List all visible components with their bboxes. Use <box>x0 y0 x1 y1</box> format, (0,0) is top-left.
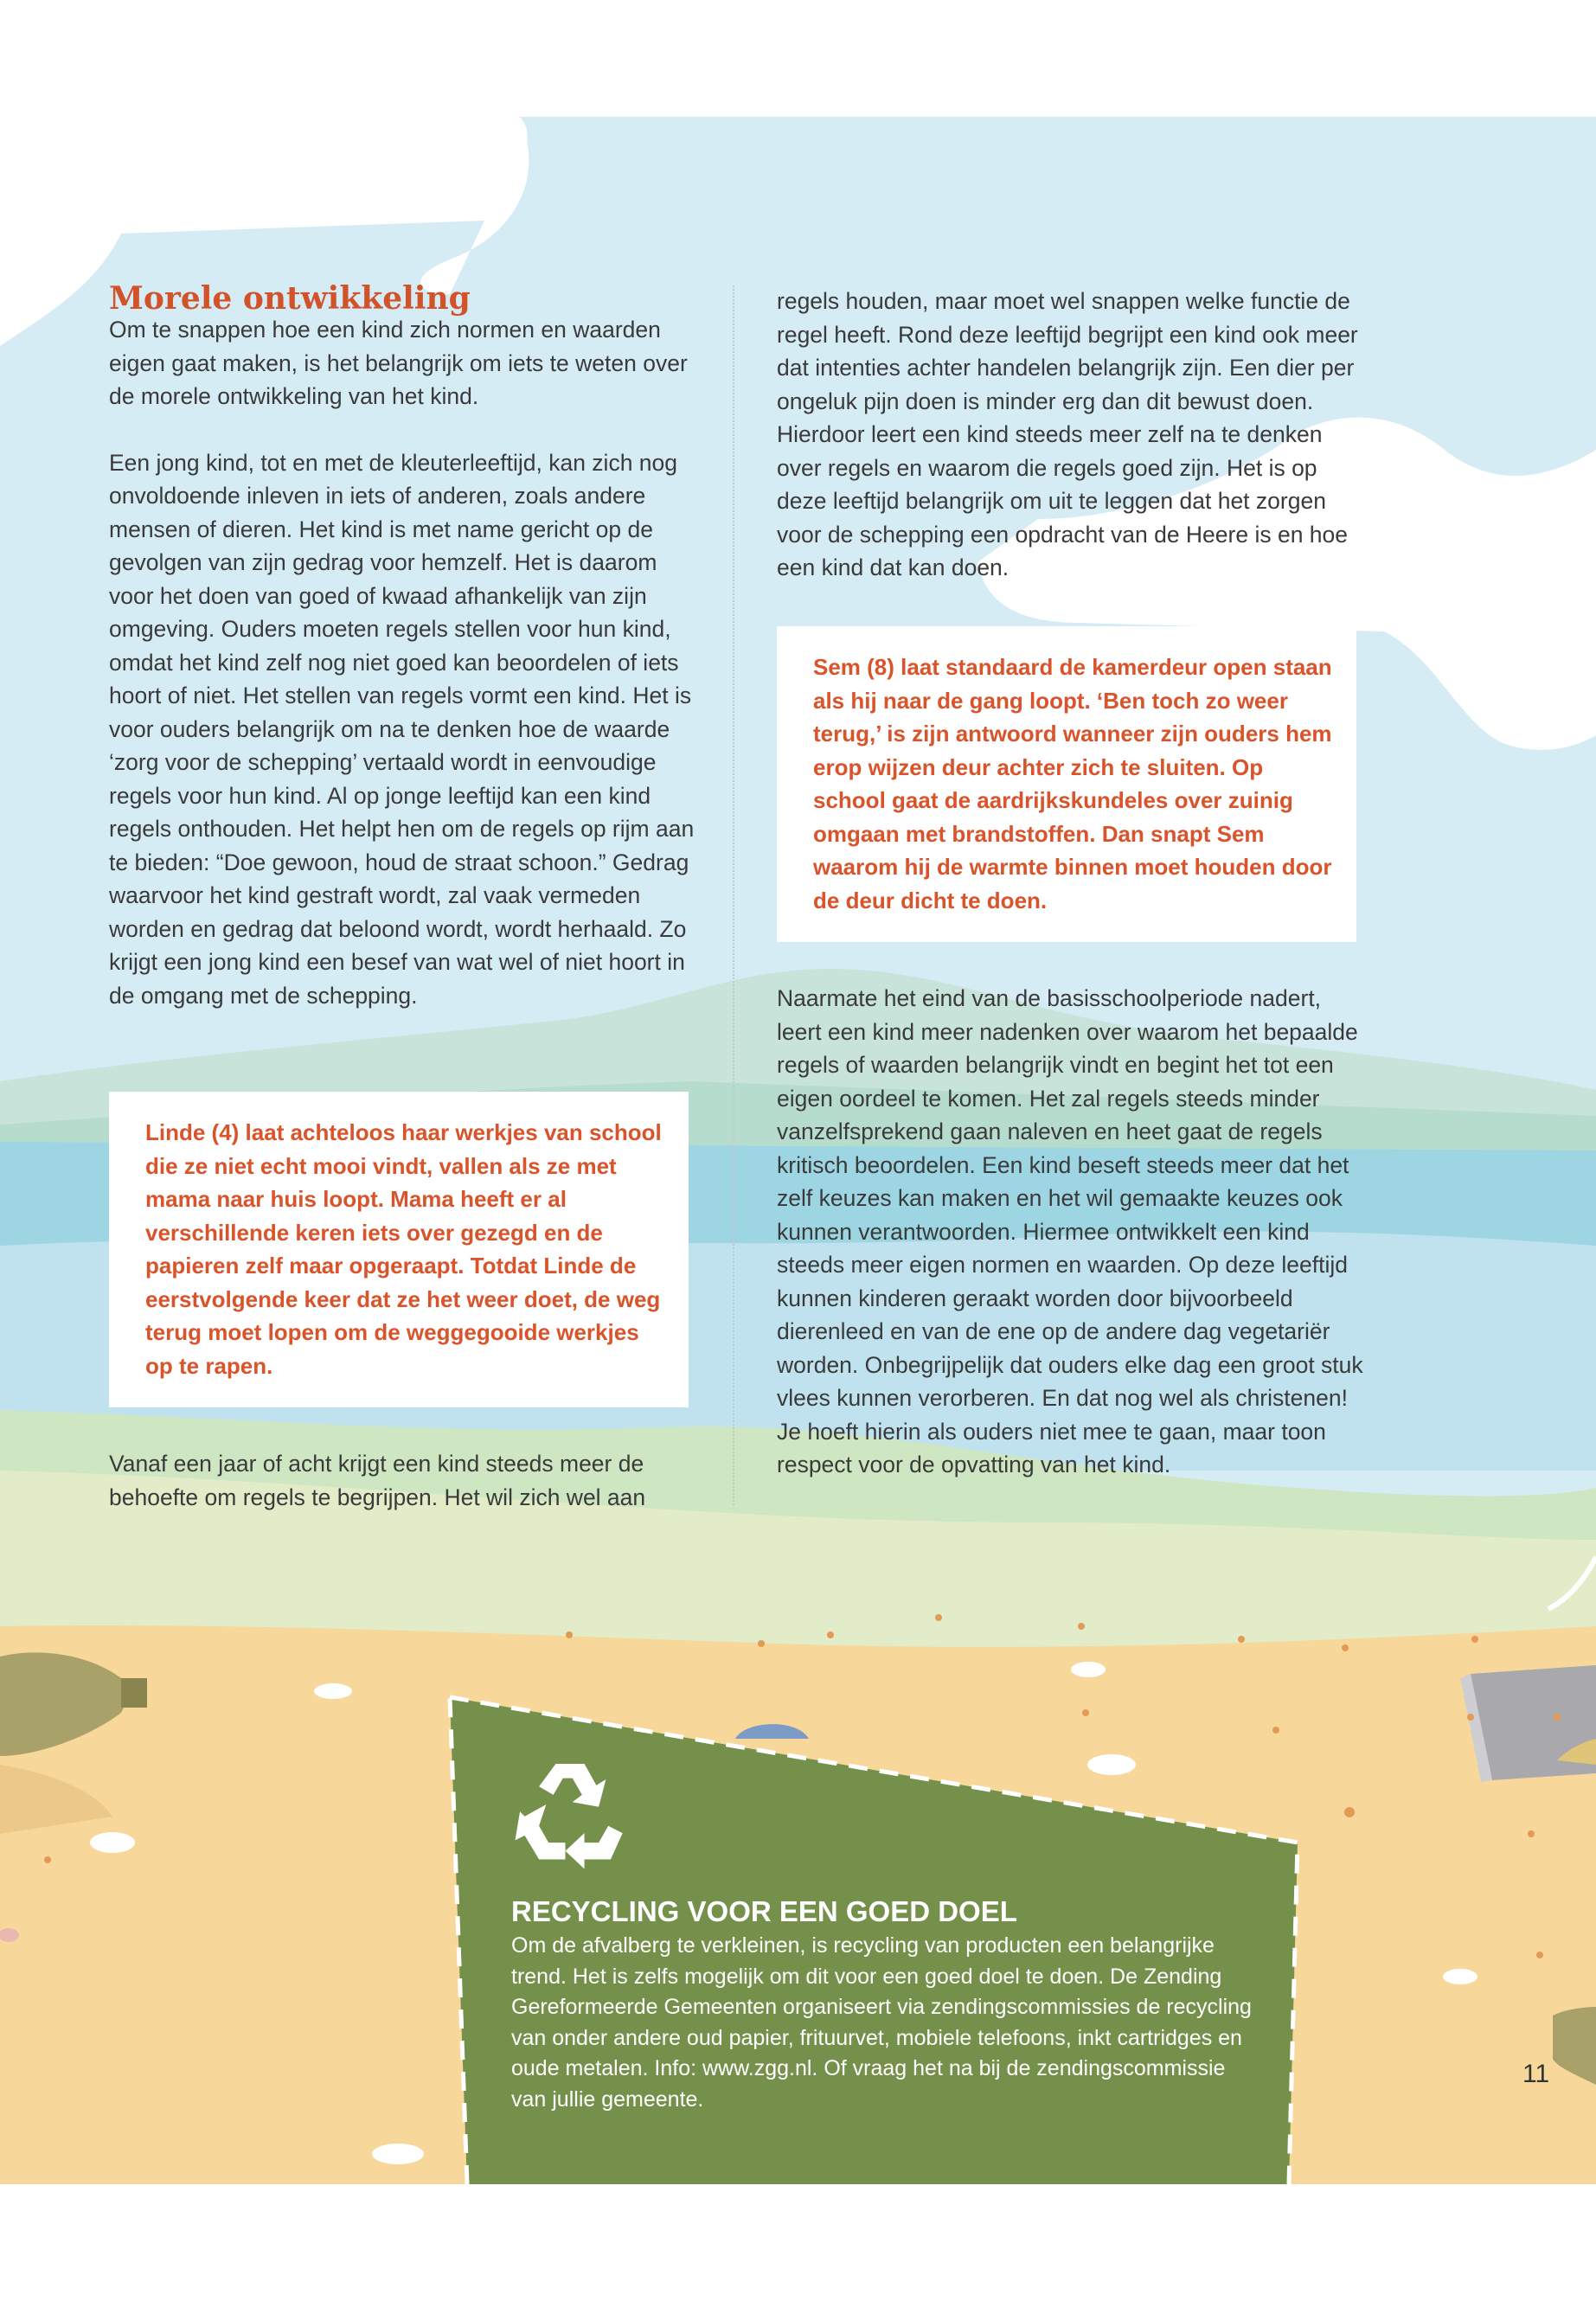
recycling-box-title: RECYCLING VOOR EEN GOED DOEL <box>511 1895 1017 1927</box>
shell-illustration <box>314 1683 352 1699</box>
quote-box-sem <box>777 626 1356 942</box>
quote-text-sem: Sem (8) laat standaard de kamerdeur open staan als hij naar de gang loopt. ‘Ben toch zo weer terug,’ is zijn antwoord wanneer zijn ouders hem erop wijzen deur achter zich te sluiten. Op school gaat de aardrijkskundeles over zuinig omgaan met brandstoffen. Dan snapt Sem waarom hij de warmte binnen moet houden door de deur dicht te doen. <box>813 654 1332 913</box>
quote-box-linde <box>109 1092 689 1407</box>
article-right-column <box>777 285 1365 585</box>
recycle-icon <box>506 1754 634 1874</box>
paragraph-end-primary-school: Naarmate het eind van de basisschoolperiode nadert, leert een kind meer nadenken over waarom het bepaalde regels of waarden belangrijk vindt en begint het tot een eigen oordeel te komen. Het zal regels steeds minder vanzelfsprekend gaan naleven en heet gaat de regels kritisch beoordelen. Een kind beseft steeds meer dat het zelf keuzes kan maken en het wil gemaakte keuzes ook kunnen verantwoorden. Hiermee ontwikkelt een kind steeds meer eigen normen en waarden. Op deze leeftijd kunnen kinderen geraakt worden door bijvoorbeeld dierenleed en van de ene op de andere dag vegetariër worden. Onbegrijpelijk dat ouders elke dag een groot stuk vlees kunnen verorberen. En dat nog wel als christenen! Je hoeft hierin als ouders niet mee te gaan, maar toon respect voor de opvatting van het kind. <box>777 985 1363 1477</box>
shell-illustration <box>1071 1662 1106 1677</box>
shell-illustration <box>90 1832 135 1853</box>
paragraph-young-child: Een jong kind, tot en met de kleuterleeftijd, kan zich nog onvoldoende inleven in iets of anderen, zoals andere mensen of dieren. Het kind is met name gericht op de gevolgen van zijn gedrag voor hemzelf. Het is daarom voor het doen van goed of kwaad afhankelijk van zijn omgeving. Ouders moeten regels stellen voor hun kind, omdat het kind zelf nog niet goed kan beoordelen of iets hoort of niet. Het stellen van regels vormt een kind. Het is voor ouders belangrijk om na te denken hoe de waarde ‘zorg voor de schepping’ vertaald wordt in eenvoudige regels voor hun kind. Al op jonge leeftijd kan een kind regels onthouden. Het helpt hen om de regels op rijm aan te bieden: “Doe gewoon, houd de straat schoon.” Gedrag waarvoor het kind gestraft wordt, zal vaak vermeden worden en gedrag dat beloond wordt, wordt herhaald. Zo krijgt een jong kind een besef van wat wel of niet hoort in de omgang met de schepping. <box>109 449 695 1009</box>
page-number: 11 <box>1522 2060 1550 2088</box>
article-left-column-end <box>109 1447 697 1514</box>
paragraph-rules-function: regels houden, maar moet wel snappen welke functie de regel heeft. Rond deze leeftijd begrijpt een kind ook meer dat intenties achter handelen belangrijk zijn. Een dier per ongeluk pijn doen is minder erg dan dit bewust doen. Hierdoor leert een kind steeds meer zelf na te denken over regels en waarom die regels goed zijn. Het is op deze leeftijd belangrijk om uit te leggen dat het zorgen voor de schepping een opdracht van de Heere is en hoe een kind dat kan doen. <box>777 288 1358 580</box>
article-heading: Morele ontwikkeling <box>109 280 471 317</box>
shell-illustration <box>1087 1754 1136 1775</box>
column-divider <box>733 285 734 1505</box>
article-right-column-end <box>777 982 1365 1482</box>
paragraph-intro: Om te snappen hoe een kind zich normen en waarden eigen gaat maken, is het belangrijk om iets te weten over de morele ontwikkeling van het kind. <box>109 317 688 409</box>
quote-text-linde: Linde (4) laat achteloos haar werkjes van school die ze niet echt mooi vindt, vallen als ze met mama naar huis loopt. Mama heeft er al verschillende keren iets over gezegd en de papieren zelf maar opgeraapt. Totdat Linde de eerstvolgende keer dat ze het weer doet, de weg terug moet lopen om de weggegooide werkjes op te rapen. <box>145 1119 662 1379</box>
shell-illustration <box>1443 1969 1477 1984</box>
cup-illustration <box>1460 1665 1596 1782</box>
paragraph-age-eight: Vanaf een jaar of acht krijgt een kind steeds meer de behoefte om regels te begrijpen. Het wil zich wel aan <box>109 1451 646 1510</box>
shell-illustration <box>372 2144 424 2164</box>
article-left-column <box>109 279 697 1012</box>
recycling-box-body: Om de afvalberg te verkleinen, is recycling van producten een belangrijke trend. Het is zelfs mogelijk om dit voor een goed doel te doen. De Zending Gereformeerde Gemeenten organiseert via zendingscommissies de recycling van onder andere oud papier, frituurvet, mobiele telefoons, inkt cartridges en oude metalen. Info: www.zgg.nl. Of vraag het na bij de zendingscommissie van jullie gemeente. <box>511 1933 1252 2112</box>
